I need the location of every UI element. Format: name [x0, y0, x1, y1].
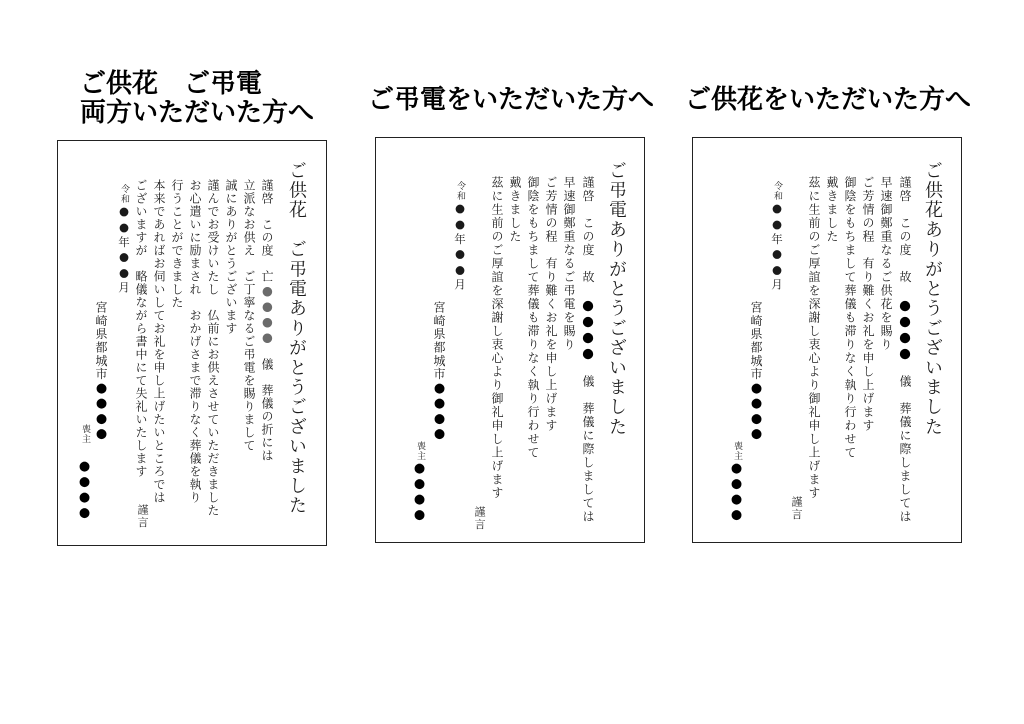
letter-card	[375, 137, 645, 543]
section-heading-line: 両方いただいた方へ	[80, 98, 315, 128]
closing-text: 謹言	[790, 496, 803, 521]
section-heading-line: ご供花 ご弔電	[80, 69, 263, 99]
sender-name-placeholder: ●●●●	[432, 380, 447, 443]
date-line	[452, 181, 468, 292]
greeting-continuation: 儀 葬儀に際しましては	[581, 361, 595, 524]
letter-title: ご弔電ありがとうございました	[606, 161, 627, 437]
section-heading	[685, 86, 971, 115]
chief-mourner-name: ●●●●	[412, 461, 427, 523]
chief-mourner-name: ●●●●	[729, 461, 744, 523]
date-line	[769, 181, 785, 292]
date-value: ●●年●●月	[453, 201, 467, 292]
greeting-continuation: 儀 葬儀に際しましては	[898, 361, 912, 524]
chief-mourner-label: 喪主	[80, 424, 90, 444]
address-line	[433, 301, 446, 442]
letter-body-line: 戴きました	[825, 176, 839, 244]
greeting-line	[898, 176, 912, 524]
section-heading	[368, 86, 654, 115]
address-line	[750, 301, 763, 442]
date-era: 令和	[455, 181, 465, 201]
section-heading-line: ご供花をいただいた方へ	[685, 85, 972, 115]
address-place: 宮崎県都城市	[94, 301, 108, 381]
letter-body-line: 誠にありがとうございます	[224, 179, 238, 335]
chief-mourner-label: 喪主	[415, 441, 425, 461]
greeting-continuation: 儀 葬儀の折には	[260, 345, 274, 462]
section-heading	[80, 70, 314, 128]
letter-card	[692, 137, 962, 543]
date-value: ●●年●●月	[117, 204, 131, 295]
sender-name-placeholder: ●●●●	[94, 380, 109, 443]
letter-body-line: 謹んでお受けいたし 仏前にお供えさせていただきました	[206, 179, 220, 517]
greeting-opening: 謹啓 この度 故	[581, 176, 595, 298]
letter-body-line: ご芳情の程 有り難くお礼を申し上げます	[544, 176, 558, 433]
greeting-opening: 謹啓 この度 亡	[260, 179, 274, 283]
chief-mourner-label: 喪主	[732, 441, 742, 461]
letter-body-line: 茲に生前のご厚誼を深謝し衷心より御礼申し上げます	[490, 176, 504, 500]
sender-name-placeholder: ●●●●	[749, 380, 764, 443]
letter-body-line: ご芳情の程 有り難くお礼を申し上げます	[861, 176, 875, 433]
deceased-name-placeholder: ●●●●	[897, 297, 913, 362]
letter-title: ご供花 ご弔電ありがとうございました	[286, 161, 307, 516]
date-era: 令和	[119, 184, 129, 204]
letter-body-line: お心遣いに励まされ おかげさまで滞りなく葬儀を執り	[188, 179, 202, 504]
letter-body-line: 行うことができました	[170, 179, 184, 309]
deceased-name-placeholder: ●●●●	[580, 297, 596, 362]
address-place: 宮崎県都城市	[749, 301, 763, 381]
letter-title: ご供花ありがとうございました	[922, 161, 943, 437]
date-value: ●●年●●月	[770, 201, 784, 292]
greeting-opening: 謹啓 この度 故	[898, 176, 912, 298]
letter-body-line: 御陰をもちまして葬儀も滞りなく執り行わせて	[526, 176, 540, 460]
letter-body-line: 本来であればお伺いしてお礼を申し上げたいところでは	[152, 179, 166, 504]
date-era: 令和	[772, 181, 782, 201]
letter-body-line: ございますが 略儀ながら書中にて失礼いたします	[134, 179, 148, 478]
letter-card	[57, 140, 327, 546]
chief-mourner-name: ●●●●	[77, 459, 92, 521]
address-line	[95, 301, 108, 442]
address-place: 宮崎県都城市	[432, 301, 446, 381]
greeting-line	[261, 179, 274, 462]
letter-body-line: 早速御鄭重なるご供花を賜り	[879, 176, 893, 352]
closing-text: 謹言	[473, 506, 486, 531]
letter-body-line: 御陰をもちまして葬儀も滞りなく執り行わせて	[843, 176, 857, 460]
date-line	[116, 184, 132, 295]
section-heading-line: ご弔電をいただいた方へ	[368, 85, 655, 115]
letter-body-line: 早速御鄭重なるご弔電を賜り	[562, 176, 576, 352]
closing-text: 謹言	[136, 504, 149, 529]
letter-body-line: 戴きました	[508, 176, 522, 244]
letter-body-line: 茲に生前のご厚誼を深謝し衷心より御礼申し上げます	[807, 176, 821, 500]
greeting-line	[581, 176, 595, 524]
letter-body-line: 立派なお供え ご丁寧なるご弔電を賜りまして	[242, 179, 256, 452]
deceased-name-placeholder: ●●●●	[260, 283, 275, 345]
